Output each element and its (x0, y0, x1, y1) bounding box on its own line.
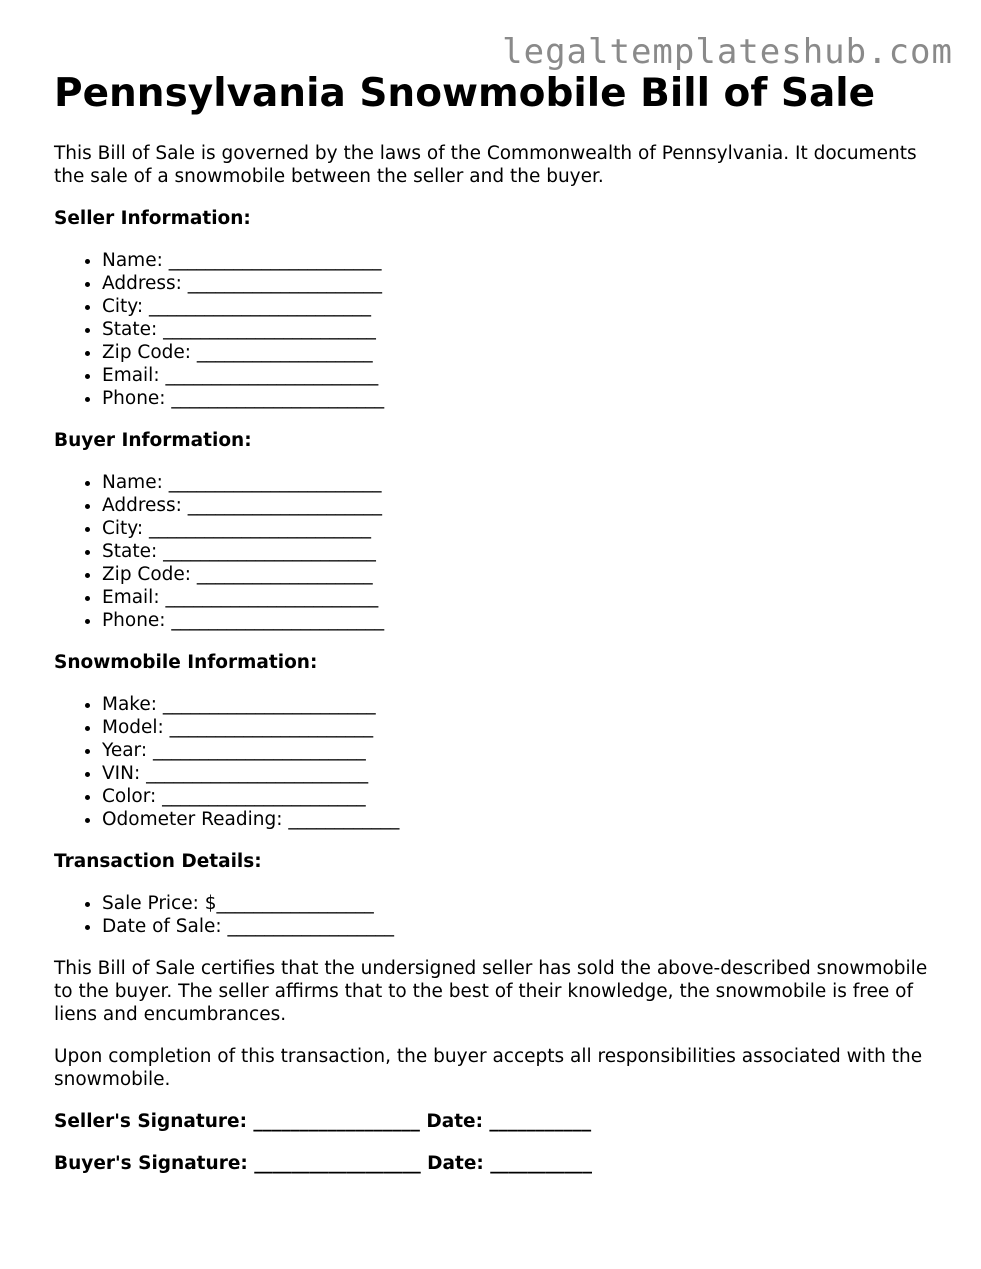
buyer-zip-field[interactable]: • Zip Code: ___________________ (102, 563, 934, 586)
seller-zip-field[interactable]: • Zip Code: ___________________ (102, 341, 934, 364)
buyer-address-field[interactable]: • Address: _____________________ (102, 494, 934, 517)
snowmobile-odometer-field[interactable]: • Odometer Reading: ____________ (102, 808, 934, 831)
buyer-city-field[interactable]: • City: ________________________ (102, 517, 934, 540)
seller-name-field[interactable]: • Name: _______________________ (102, 249, 934, 272)
seller-field-list (54, 249, 934, 410)
seller-section-heading: Seller Information: (54, 208, 251, 229)
seller-phone-field[interactable]: • Phone: _______________________ (102, 387, 934, 410)
seller-state-field[interactable]: • State: _______________________ (102, 318, 934, 341)
sale-date-field[interactable]: • Date of Sale: __________________ (102, 915, 934, 938)
seller-signature-line[interactable]: Seller's Signature: __________________ Date: ___________ (54, 1111, 592, 1132)
snowmobile-model-field[interactable]: • Model: ______________________ (102, 716, 934, 739)
seller-email-field[interactable]: • Email: _______________________ (102, 364, 934, 387)
buyer-signature-line[interactable]: Buyer's Signature: __________________ Date: ___________ (54, 1153, 592, 1174)
snowmobile-color-field[interactable]: • Color: ______________________ (102, 785, 934, 808)
snowmobile-section-heading: Snowmobile Information: (54, 652, 318, 673)
transaction-field-list (54, 892, 934, 938)
seller-address-field[interactable]: • Address: _____________________ (102, 272, 934, 295)
snowmobile-year-field[interactable]: • Year: _______________________ (102, 739, 934, 762)
snowmobile-vin-field[interactable]: • VIN: ________________________ (102, 762, 934, 785)
buyer-field-list (54, 471, 934, 632)
transaction-section-heading: Transaction Details: (54, 851, 262, 872)
document-body (54, 70, 934, 1175)
snowmobile-field-list (54, 693, 934, 831)
watermark: legaltemplateshub.com (502, 32, 953, 72)
page-title: Pennsylvania Snowmobile Bill of Sale (54, 71, 876, 116)
seller-city-field[interactable]: • City: ________________________ (102, 295, 934, 318)
buyer-name-field[interactable]: • Name: _______________________ (102, 471, 934, 494)
buyer-state-field[interactable]: • State: _______________________ (102, 540, 934, 563)
buyer-email-field[interactable]: • Email: _______________________ (102, 586, 934, 609)
snowmobile-make-field[interactable]: • Make: _______________________ (102, 693, 934, 716)
intro-paragraph: This Bill of Sale is governed by the laws of the Commonwealth of Pennsylvania. It documents the sale of a snowmobile between the seller and the buyer. (54, 143, 917, 187)
buyer-section-heading: Buyer Information: (54, 430, 252, 451)
sale-price-field[interactable]: • Sale Price: $_________________ (102, 892, 934, 915)
buyer-phone-field[interactable]: • Phone: _______________________ (102, 609, 934, 632)
certification-paragraph: This Bill of Sale certifies that the undersigned seller has sold the above-described snowmobile to the buyer. The seller affirms that to the best of their knowledge, the snowmobile is free of liens and encumbrances. (54, 958, 928, 1025)
responsibility-paragraph: Upon completion of this transaction, the buyer accepts all responsibilities associated with the snowmobile. (54, 1046, 923, 1090)
